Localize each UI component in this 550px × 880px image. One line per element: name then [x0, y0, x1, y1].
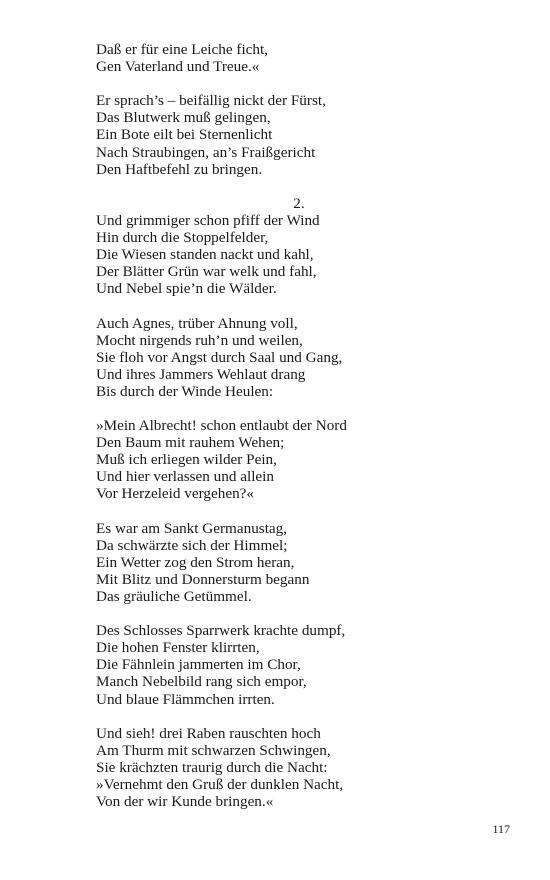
verse-line: Vor Herzeleid vergehen?«	[96, 485, 254, 503]
verse-line: Das Blutwerk muß gelingen,	[96, 109, 271, 127]
verse-line: »Vernehmt den Gruß der dunklen Nacht,	[96, 776, 344, 794]
verse-line: Es war am Sankt Germanustag,	[96, 519, 288, 537]
verse-line: Da schwärzte sich der Himmel;	[96, 536, 288, 554]
verse-line: Von der wir Kunde bringen.«	[96, 793, 274, 811]
section-number: 2.	[293, 194, 305, 212]
verse-line: Und hier verlassen und allein	[96, 468, 274, 486]
verse-line: Und sieh! drei Raben rauschten hoch	[96, 724, 321, 742]
verse-line: Hin durch die Stoppelfelder,	[96, 229, 269, 247]
verse-line: Auch Agnes, trüber Ahnung voll,	[96, 314, 298, 332]
verse-line: Und blaue Flämmchen irrten.	[96, 690, 275, 708]
verse-line: Sie krächzten traurig durch die Nacht:	[96, 758, 328, 776]
verse-line: Nach Straubingen, an’s Fraißgericht	[96, 143, 316, 161]
verse-line: Manch Nebelbild rang sich empor,	[96, 673, 307, 691]
verse-line: Und grimmiger schon pfiff der Wind	[96, 211, 320, 229]
verse-line: Und ihres Jammers Wehlaut drang	[96, 365, 306, 383]
stanza	[96, 212, 476, 297]
verse-line: Gen Vaterland und Treue.«	[96, 58, 260, 76]
poem-text	[96, 41, 476, 810]
verse-line: Am Thurm mit schwarzen Schwingen,	[96, 741, 331, 759]
verse-line: Bis durch der Winde Heulen:	[96, 382, 274, 400]
verse-line: Die Wiesen standen nackt und kahl,	[96, 246, 314, 264]
verse-line: Die hohen Fenster klirrten,	[96, 639, 260, 657]
verse-line: Er sprach’s – beifällig nickt der Fürst,	[96, 92, 326, 110]
verse-line: Ein Bote eilt bei Sternenlicht	[96, 126, 273, 144]
stanza	[96, 520, 476, 605]
stanza	[96, 41, 476, 75]
verse-line: Die Fähnlein jammerten im Chor,	[96, 656, 301, 674]
stanza	[96, 315, 476, 400]
verse-line: Des Schlosses Sparrwerk krachte dumpf,	[96, 622, 346, 640]
verse-line: Mit Blitz und Donnersturm begann	[96, 570, 310, 588]
verse-line: Daß er für eine Leiche ficht,	[96, 41, 269, 58]
stanza	[96, 725, 476, 810]
verse-line: Der Blätter Grün war welk und fahl,	[96, 263, 317, 281]
verse-line: Den Baum mit rauhem Wehen;	[96, 434, 285, 452]
verse-line: Den Haftbefehl zu bringen.	[96, 160, 263, 178]
verse-line: Sie floh vor Angst durch Saal und Gang,	[96, 348, 343, 366]
stanza	[96, 622, 476, 707]
stanza	[96, 417, 476, 502]
verse-line: Muß ich erliegen wilder Pein,	[96, 451, 277, 469]
verse-line: »Mein Albrecht! schon entlaubt der Nord	[96, 417, 347, 435]
stanza	[96, 92, 476, 177]
verse-line: Und Nebel spie’n die Wälder.	[96, 280, 277, 298]
verse-line: Ein Wetter zog den Strom heran,	[96, 553, 295, 571]
page-number: 117	[492, 822, 510, 836]
verse-line: Mocht nirgends ruh’n und weilen,	[96, 331, 303, 349]
verse-line: Das gräuliche Getümmel.	[96, 588, 252, 605]
